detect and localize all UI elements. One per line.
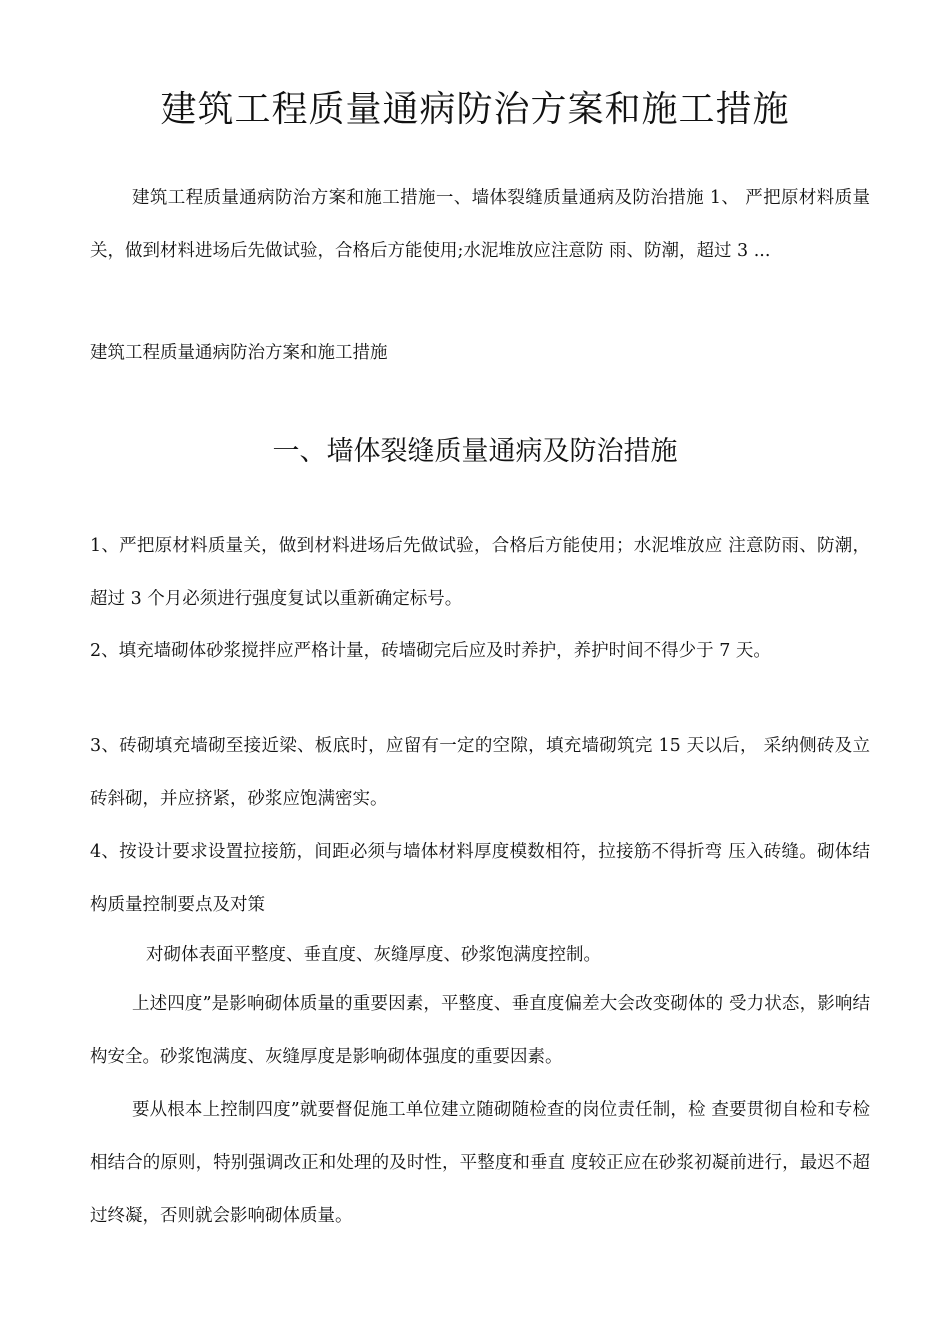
- document-title: 建筑工程质量通病防治方案和施工措施: [160, 89, 790, 130]
- item-1: 1、严把原材料质量关，做到材料进场后先做试验，合格后方能使用；水泥堆放应 注意防雨、防潮，超过 3 个月必须进行强度复试以重新确定标号。: [90, 536, 870, 609]
- control-line: 对砌体表面平整度、垂直度、灰缝厚度、砂浆饱满度控制。: [146, 945, 601, 965]
- item-4: 4、按设计要求设置拉接筋，间距必须与墙体材料厚度模数相符，拉接筋不得折弯 压入砖缝。砌体结构质量控制要点及对策: [90, 842, 870, 915]
- section-heading: 一、墙体裂缝质量通病及防治措施: [272, 436, 678, 467]
- subtitle-line: 建筑工程质量通病防治方案和施工措施: [90, 343, 388, 363]
- control-paragraph: 要从根本上控制四度”就要督促施工单位建立随砌随检查的岗位责任制，检 查要贯彻自检和专检相结合的原则，特别强调改正和处理的及时性，平整度和垂直 度较正应在砂浆初凝前进行，最迟不超过终凝，否则就会影响砌体质量。: [90, 1100, 870, 1226]
- item-3: 3、砖砌填充墙砌至接近梁、板底时，应留有一定的空隙，填充墙砌筑完 15 天以后， 采纳侧砖及立砖斜砌，并应挤紧，砂浆应饱满密实。: [90, 736, 870, 809]
- item-2: 2、填充墙砌体砂浆搅拌应严格计量，砖墙砌完后应及时养护，养护时间不得少于 7 天。: [90, 641, 771, 661]
- summary-paragraph: 建筑工程质量通病防治方案和施工措施一、墙体裂缝质量通病及防治措施 1、 严把原材料质量关，做到材料进场后先做试验，合格后方能使用;水泥堆放应注意防 雨、防潮，超过 3 ...: [90, 188, 870, 261]
- four-degrees-paragraph: 上述四度”是影响砌体质量的重要因素，平整度、垂直度偏差大会改变砌体的 受力状态，影响结构安全。砂浆饱满度、灰缝厚度是影响砌体强度的重要因素。: [90, 994, 870, 1067]
